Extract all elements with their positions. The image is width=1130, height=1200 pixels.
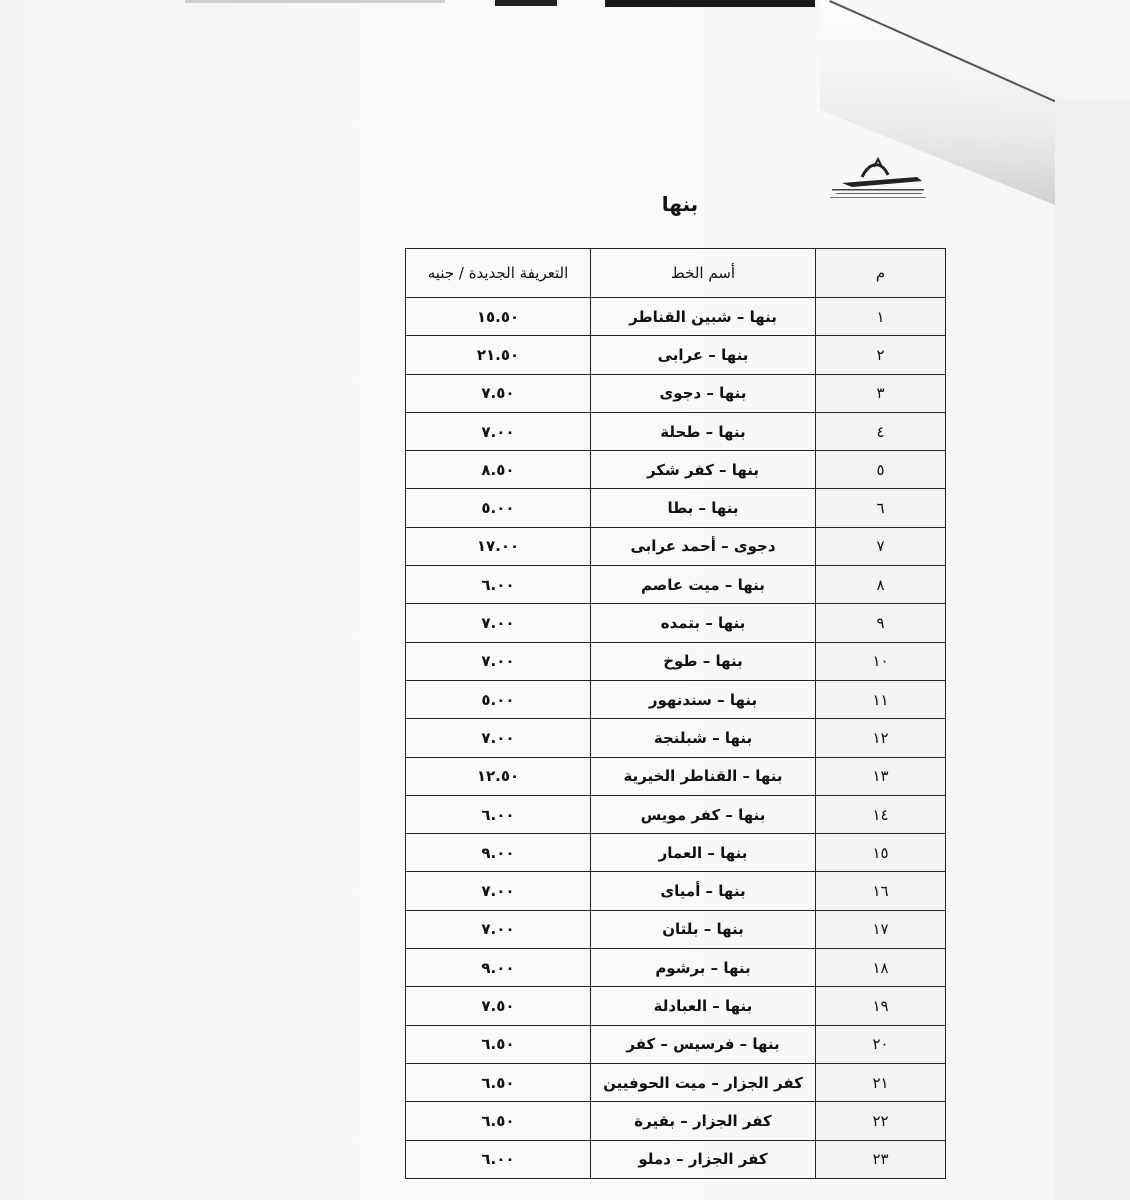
- railway-logo-icon: [822, 155, 932, 207]
- row-fare: ٧.٠٠: [406, 719, 591, 757]
- row-line-name: بنها – أمياى: [591, 872, 816, 910]
- row-fare: ٧.٥٠: [406, 374, 591, 412]
- row-number: ١٩: [816, 987, 946, 1025]
- row-line-name: دجوى – أحمد عرابى: [591, 527, 816, 565]
- row-line-name: بنها – العبادلة: [591, 987, 816, 1025]
- table-row: [406, 910, 946, 948]
- table-row: [406, 642, 946, 680]
- table-row: [406, 412, 946, 450]
- table-row: [406, 1140, 946, 1178]
- table-row: [406, 719, 946, 757]
- row-number: ٥: [816, 451, 946, 489]
- row-line-name: بنها – سندنهور: [591, 680, 816, 718]
- table-row: [406, 757, 946, 795]
- row-line-name: بنها – العمار: [591, 834, 816, 872]
- row-line-name: كفر الجزار – بقيرة: [591, 1102, 816, 1140]
- row-fare: ٩.٠٠: [406, 949, 591, 987]
- row-number: ٧: [816, 527, 946, 565]
- header-line-name: أسم الخط: [591, 249, 816, 298]
- table-row: [406, 795, 946, 833]
- table-row: [406, 604, 946, 642]
- table-row: [406, 834, 946, 872]
- row-number: ٢٣: [816, 1140, 946, 1178]
- row-number: ١٨: [816, 949, 946, 987]
- row-fare: ٢١.٥٠: [406, 336, 591, 374]
- fares-table: [405, 248, 946, 1179]
- row-line-name: بنها – عرابى: [591, 336, 816, 374]
- table-row: [406, 374, 946, 412]
- table-row: [406, 1025, 946, 1063]
- row-fare: ٧.٠٠: [406, 642, 591, 680]
- row-line-name: بنها – ميت عاصم: [591, 566, 816, 604]
- table-row: [406, 527, 946, 565]
- row-line-name: بنها – شبين القناطر: [591, 298, 816, 336]
- row-fare: ٧.٠٠: [406, 910, 591, 948]
- row-number: ١٤: [816, 795, 946, 833]
- row-fare: ٥.٠٠: [406, 680, 591, 718]
- row-number: ١٧: [816, 910, 946, 948]
- row-line-name: كفر الجزار – ميت الحوفيين: [591, 1063, 816, 1101]
- row-number: ٢: [816, 336, 946, 374]
- table-row: [406, 680, 946, 718]
- table-row: [406, 451, 946, 489]
- scan-edge-dark-band: [605, 0, 815, 7]
- row-line-name: كفر الجزار – دملو: [591, 1140, 816, 1178]
- row-fare: ١٧.٠٠: [406, 527, 591, 565]
- row-fare: ٨.٥٠: [406, 451, 591, 489]
- table-row: [406, 566, 946, 604]
- row-number: ١٥: [816, 834, 946, 872]
- table-row: [406, 489, 946, 527]
- row-line-name: بنها – القناطر الخيرية: [591, 757, 816, 795]
- table-row: [406, 336, 946, 374]
- row-fare: ٦.٥٠: [406, 1063, 591, 1101]
- row-fare: ٦.٥٠: [406, 1102, 591, 1140]
- row-fare: ١٥.٥٠: [406, 298, 591, 336]
- scan-edge-shadow: [185, 0, 445, 3]
- row-fare: ٧.٠٠: [406, 872, 591, 910]
- row-number: ١٠: [816, 642, 946, 680]
- row-fare: ٩.٠٠: [406, 834, 591, 872]
- table-header-row: [406, 249, 946, 298]
- row-number: ١٢: [816, 719, 946, 757]
- row-line-name: بنها – كفر مويس: [591, 795, 816, 833]
- row-fare: ٧.٠٠: [406, 412, 591, 450]
- scan-edge-dark-mark: [495, 0, 557, 6]
- row-fare: ٦.٠٠: [406, 795, 591, 833]
- page-title: بنها: [661, 192, 699, 216]
- table-row: [406, 298, 946, 336]
- row-fare: ٥.٠٠: [406, 489, 591, 527]
- row-number: ٢٠: [816, 1025, 946, 1063]
- header-fare: التعريفة الجديدة / جنيه: [406, 249, 591, 298]
- row-line-name: بنها – شبلنجة: [591, 719, 816, 757]
- table-row: [406, 949, 946, 987]
- row-line-name: بنها – كفر شكر: [591, 451, 816, 489]
- row-line-name: بنها – بلتان: [591, 910, 816, 948]
- row-number: ٦: [816, 489, 946, 527]
- row-number: ١٣: [816, 757, 946, 795]
- table-row: [406, 1063, 946, 1101]
- row-fare: ٧.٠٠: [406, 604, 591, 642]
- row-number: ٨: [816, 566, 946, 604]
- row-fare: ٦.٥٠: [406, 1025, 591, 1063]
- row-line-name: بنها – دجوى: [591, 374, 816, 412]
- row-line-name: بنها – فرسيس – كفر: [591, 1025, 816, 1063]
- row-number: ١: [816, 298, 946, 336]
- row-number: ٤: [816, 412, 946, 450]
- row-fare: ٦.٠٠: [406, 566, 591, 604]
- row-line-name: بنها – طحلة: [591, 412, 816, 450]
- row-number: ١٦: [816, 872, 946, 910]
- row-line-name: بنها – بطا: [591, 489, 816, 527]
- row-line-name: بنها – برشوم: [591, 949, 816, 987]
- header-number: م: [816, 249, 946, 298]
- row-number: ٩: [816, 604, 946, 642]
- row-number: ٢١: [816, 1063, 946, 1101]
- table-row: [406, 1102, 946, 1140]
- page-right-margin: [1055, 100, 1130, 1200]
- row-fare: ٦.٠٠: [406, 1140, 591, 1178]
- row-line-name: بنها – بتمده: [591, 604, 816, 642]
- row-number: ١١: [816, 680, 946, 718]
- row-number: ٢٢: [816, 1102, 946, 1140]
- row-fare: ٧.٥٠: [406, 987, 591, 1025]
- row-line-name: بنها – طوخ: [591, 642, 816, 680]
- row-number: ٣: [816, 374, 946, 412]
- table-row: [406, 872, 946, 910]
- table-row: [406, 987, 946, 1025]
- row-fare: ١٢.٥٠: [406, 757, 591, 795]
